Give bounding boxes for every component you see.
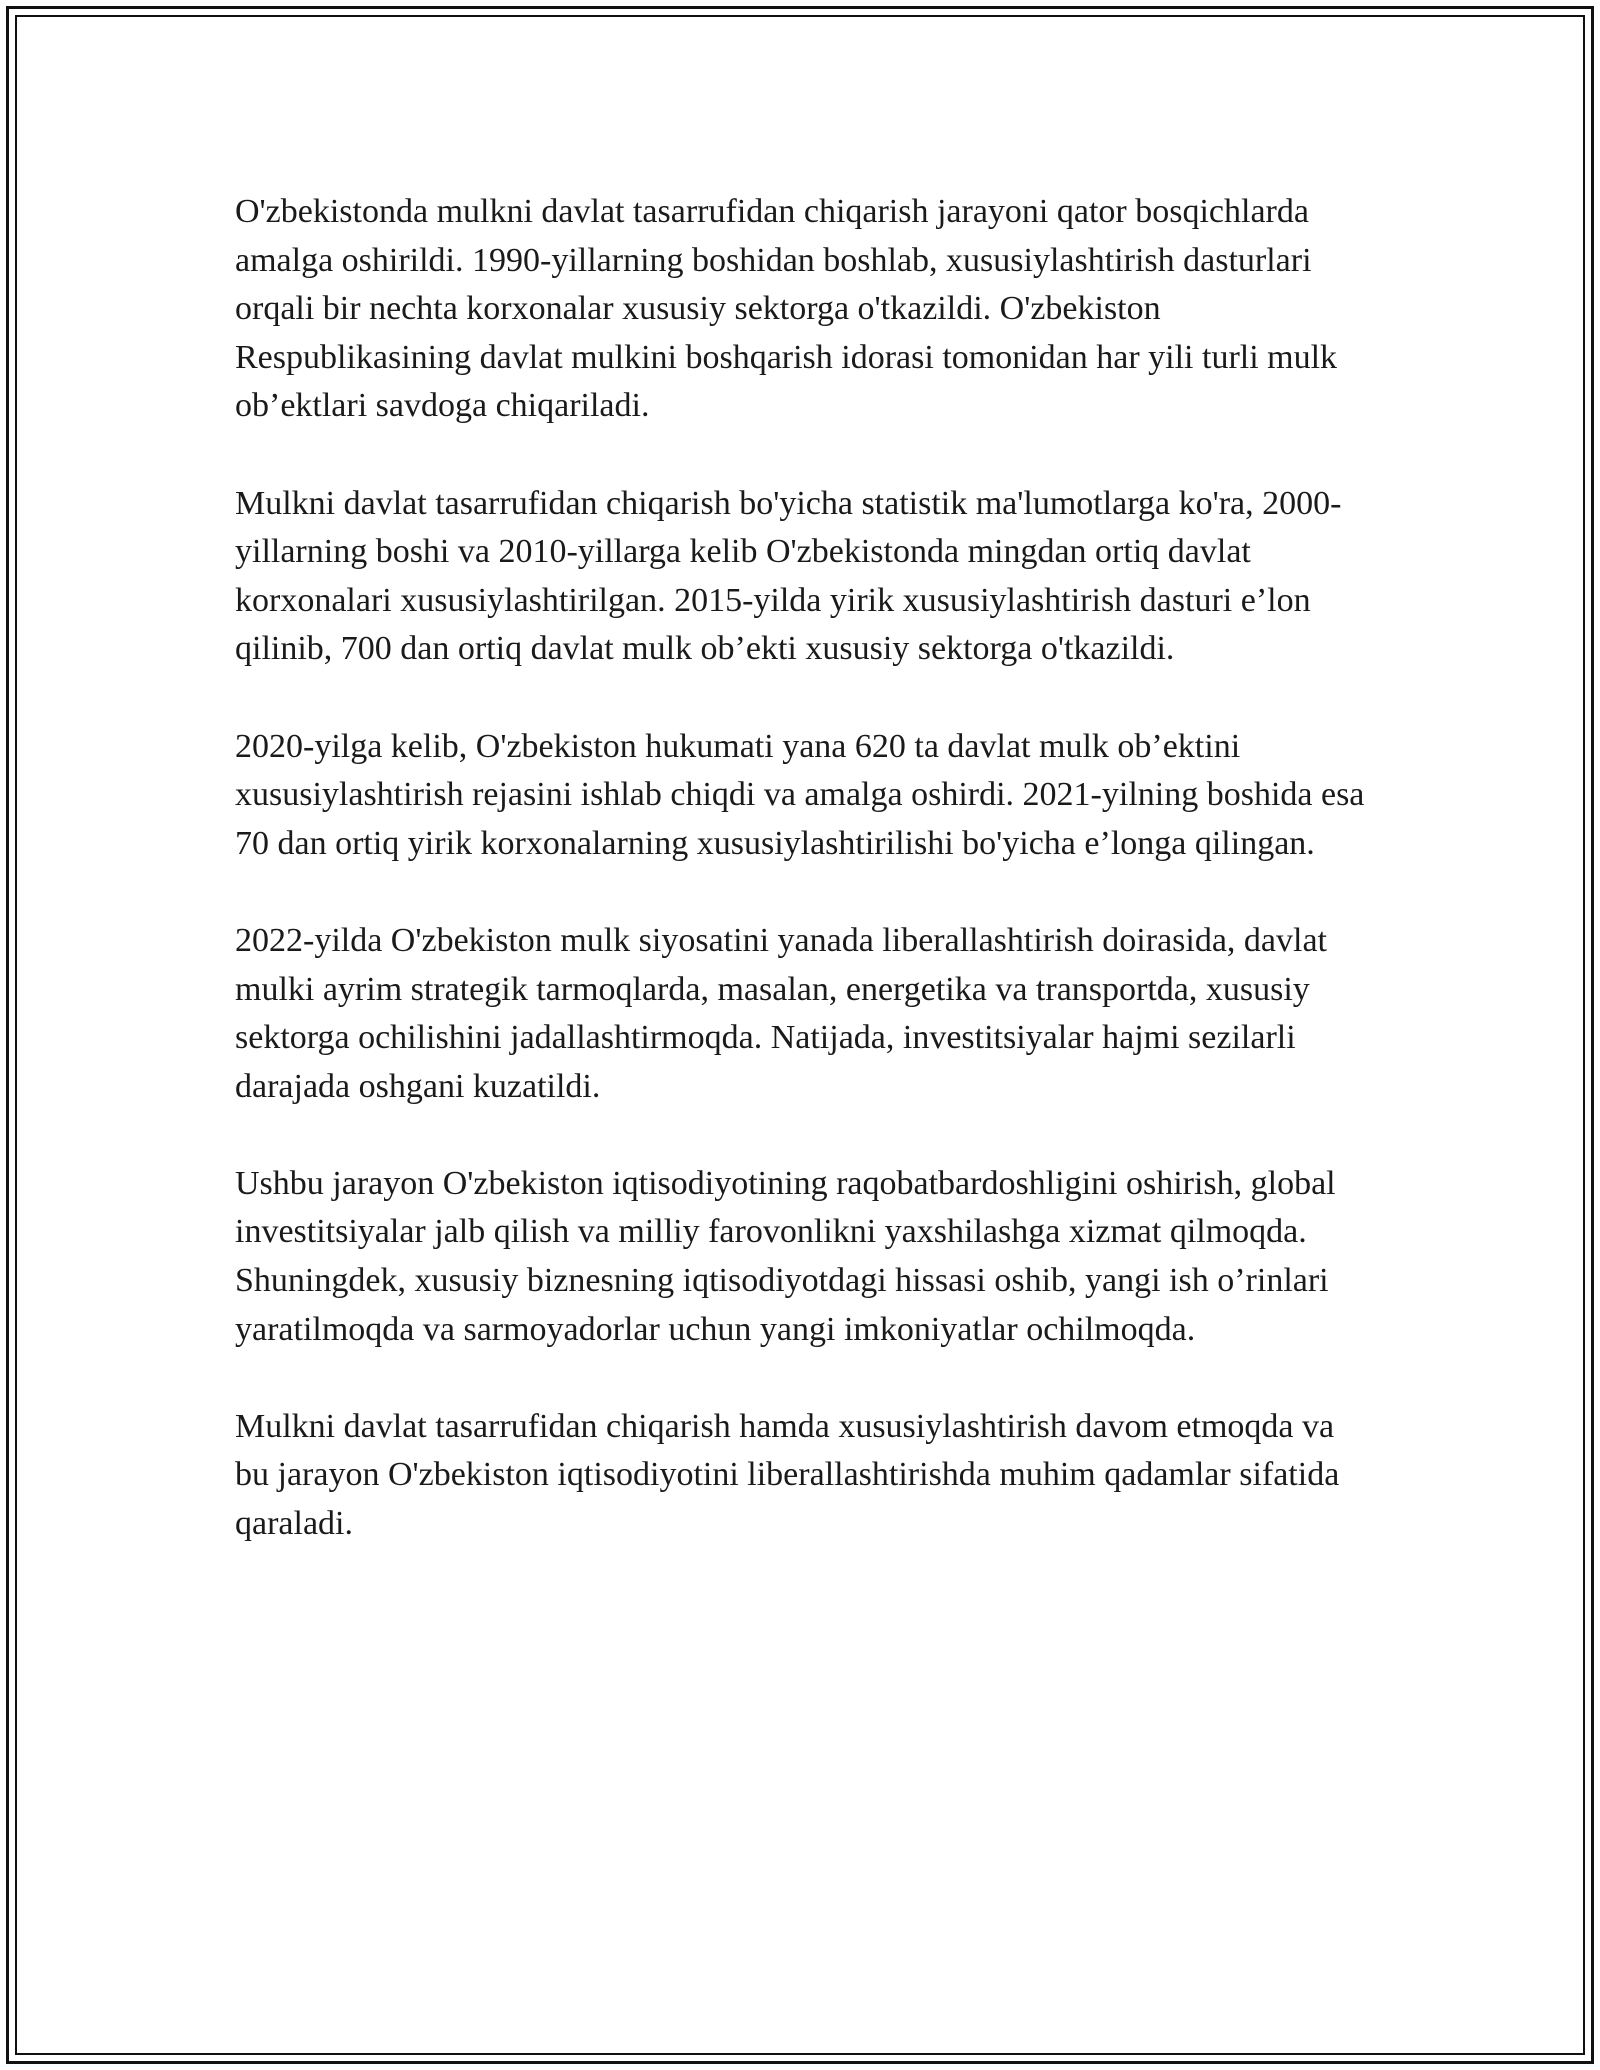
paragraph-3: 2020-yilga kelib, O'zbekiston hukumati yana 620 ta davlat mulk ob’ektini xususiylashtirish rejasini ishlab chiqdi va amalga oshirdi. 2021-yilning boshida esa 70 dan ortiq yirik korxonalarning xususiylashtirilishi bo'yicha e’longa qilingan. — [235, 727, 1365, 862]
paragraph-4: 2022-yilda O'zbekiston mulk siyosatini yanada liberallashtirish doirasida, davlat mulki ayrim strategik tarmoqlarda, masalan, energetika va transportda, xususiy sektorga ochilishini jadallashtirmoqda. Natijada, investitsiyalar hajmi sezilarli darajada oshgani kuzatildi. — [235, 921, 1328, 1105]
document-body — [235, 188, 1375, 1597]
paragraph-1: O'zbekistonda mulkni davlat tasarrufidan chiqarish jarayoni qator bosqichlarda amalga oshirildi. 1990-yillarning boshidan boshlab, xususiylashtirish dasturlari orqali bir nechta korxonalar xususiy sektorga o'tkazildi. O'zbekiston Respublikasining davlat mulkini boshqarish idorasi tomonidan har yili turli mulk ob’ektlari savdoga chiqariladi. — [235, 193, 1338, 425]
paragraph-6: Mulkni davlat tasarrufidan chiqarish hamda xususiylashtirish davom etmoqda va bu jarayon O'zbekiston iqtisodiyotini liberallashtirishda muhim qadamlar sifatida qaraladi. — [235, 1407, 1340, 1543]
paragraph-5: Ushbu jarayon O'zbekiston iqtisodiyotining raqobatbardoshligini oshirish, global investitsiyalar jalb qilish va milliy farovonlikni yaxshilashga xizmat qilmoqda. Shuningdek, xususiy biznesning iqtisodiyotdagi hissasi oshib, yangi ish o’rinlari yaratilmoqda va sarmoyadorlar uchun yangi imkoniyatlar ochilmoqda. — [235, 1164, 1336, 1348]
paragraph-2: Mulkni davlat tasarrufidan chiqarish bo'yicha statistik ma'lumotlarga ko'ra, 2000-yillarning boshi va 2010-yillarga kelib O'zbekistonda mingdan ortiq davlat korxonalari xususiylashtirilgan. 2015-yilda yirik xususiylashtirish dasturi e’lon qilinib, 700 dan ortiq davlat mulk ob’ekti xususiy sektorga o'tkazildi. — [235, 484, 1342, 668]
